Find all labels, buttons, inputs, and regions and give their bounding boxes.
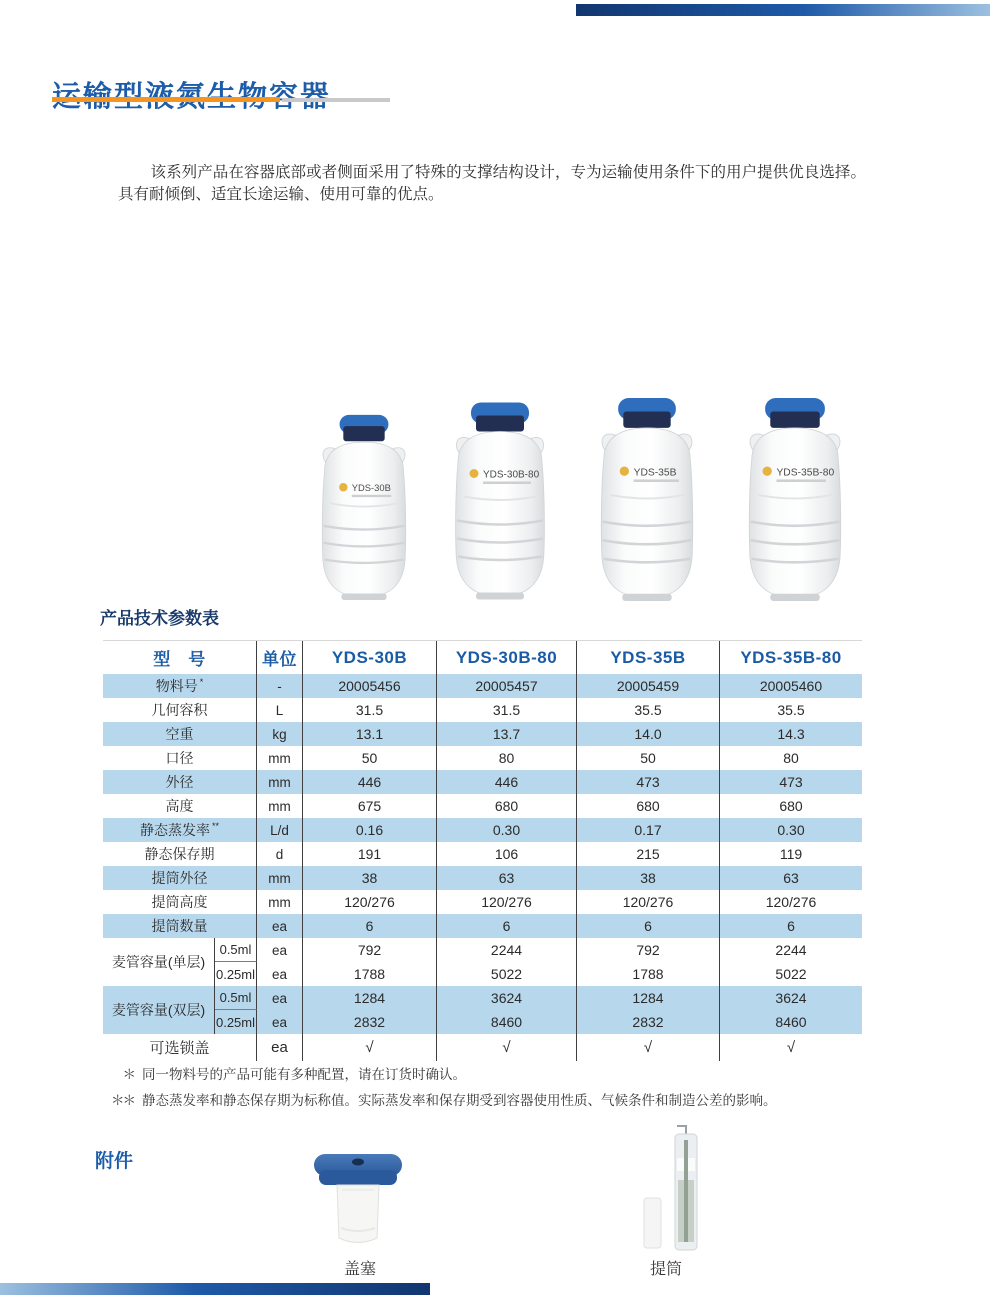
bottle-model-label: YDS-30B [351,482,391,494]
row-value: 8460 [437,1010,577,1034]
row-value: 120/276 [577,890,720,914]
brand-mark-icon [620,467,629,476]
row-value: 38 [303,866,437,890]
row-unit: L [257,698,303,722]
row-value: 1284 [303,986,437,1010]
model-header: YDS-30B-80 [437,641,577,674]
accessories-title: 附件 [95,1151,134,1172]
row-value: 0.30 [777,822,805,838]
row-unit: ea [257,938,303,962]
footnote [96,1092,896,1110]
brand-mark-icon [763,467,772,476]
row-value: 120/276 [303,890,437,914]
row-value: 106 [437,842,577,866]
row-value: 0.30 [437,818,577,842]
spec-row [103,722,862,746]
row-value: √ [303,1034,437,1061]
accessory-label-cap-plug: 盖塞 [343,1261,376,1278]
row-unit: ea [257,986,303,1010]
accessory-label-canister: 提筒 [649,1261,682,1278]
row-value: 63 [783,870,799,886]
row-value: 446 [303,770,437,794]
row-label: 物料号 * [103,674,257,698]
row-value: 2832 [577,1010,720,1034]
spec-header-row [103,641,862,674]
row-value: 20005457 [437,674,577,698]
product-image-yds-30b [300,413,428,601]
row-value: 120/276 [765,894,817,910]
row-value: 792 [577,938,720,962]
row-label: 口径 [103,746,257,770]
row-label: 高度 [103,794,257,818]
spec-table [103,640,862,1061]
row-label: 静态保存期 [103,842,257,866]
row-value: 31.5 [303,698,437,722]
row-value: 0.17 [577,818,720,842]
row-value: 13.1 [303,722,437,746]
title-underline-orange [52,97,280,102]
spec-row [103,818,862,842]
spec-group [103,938,862,986]
row-value: 5022 [437,962,577,986]
bottle-model-label: YDS-35B [633,467,677,479]
bottom-decor-bar [0,1283,430,1295]
row-value: 680 [779,798,803,814]
spec-row [103,794,862,818]
row-label: 提筒外径 [103,866,257,890]
row-value: √ [786,1039,796,1056]
row-value: 5022 [775,966,807,982]
canister-cup-icon [644,1198,661,1248]
row-value: 0.16 [303,818,437,842]
row-value: 473 [577,770,720,794]
footnote-mark: ＊ [122,1067,134,1082]
sub-row-label: 0.25ml [215,962,257,986]
footnote-text: 静态蒸发率和静态保存期为标称值。实际蒸发率和保存期受到容器使用性质、气候条件和制造公差的影响。 [142,1093,777,1108]
row-value: 191 [303,842,437,866]
row-unit: mm [257,746,303,770]
row-value: 215 [577,842,720,866]
spec-row [103,914,862,938]
spec-row [103,698,862,722]
row-value: 473 [779,774,803,790]
row-unit: ea [257,962,303,986]
row-value: 3624 [775,990,807,1006]
row-unit: ea [257,914,303,938]
model-header: YDS-35B [577,641,720,674]
footnote [96,1066,896,1084]
accessory-image-canister [630,1122,700,1263]
footnote-text: 同一物料号的产品可能有多种配置，请在订货时确认。 [142,1067,466,1082]
row-value: 1788 [303,962,437,986]
row-value: 6 [787,918,795,934]
product-image-yds-35b-80 [724,396,866,602]
row-value: √ [577,1034,720,1061]
sub-row-label: 0.5ml [215,986,257,1010]
brand-mark-icon [339,483,347,491]
row-value: 1788 [577,962,720,986]
row-value: 35.5 [577,698,720,722]
row-value: 50 [577,746,720,770]
row-value: 50 [303,746,437,770]
row-value: 120/276 [437,890,577,914]
row-unit: mm [257,770,303,794]
row-value: √ [437,1034,577,1061]
row-value: 680 [577,794,720,818]
row-value: 6 [303,914,437,938]
model-header: YDS-30B [303,641,437,674]
group-label: 麦管容量(单层) [103,938,215,986]
row-label: 几何容积 [103,698,257,722]
brand-mark-icon [470,469,479,478]
row-value: 80 [783,750,799,766]
row-value: 1284 [577,986,720,1010]
row-unit: L/d [257,818,303,842]
row-unit: ea [257,1010,303,1034]
row-value: 20005459 [577,674,720,698]
spec-row [103,746,862,770]
model-header: YDS-35B-80 [740,647,842,667]
sub-row-label: 0.25ml [215,1010,257,1034]
spec-row [103,890,862,914]
spec-row [103,770,862,794]
row-value: 680 [437,794,577,818]
row-value: 675 [303,794,437,818]
row-unit: - [257,674,303,698]
spec-row [103,866,862,890]
row-value: 2244 [437,938,577,962]
row-label: 空重 [103,722,257,746]
row-value: 8460 [775,1014,807,1030]
row-value: 38 [577,866,720,890]
row-value: 14.0 [577,722,720,746]
row-value: 6 [577,914,720,938]
sub-row-label: 0.5ml [215,938,257,962]
product-image-yds-30b-80 [434,400,566,601]
bottle-model-label: YDS-35B-80 [776,467,835,479]
row-value: 20005456 [303,674,437,698]
group-label: 麦管容量(双层) [103,986,215,1034]
row-value: 35.5 [777,702,805,718]
row-value: 80 [437,746,577,770]
footnotes [96,1066,896,1118]
spec-row [103,674,862,698]
row-unit: mm [257,866,303,890]
top-decor-bar [576,4,990,16]
row-value: 119 [779,846,803,862]
title-underline-gray [282,98,390,102]
page-title [52,74,331,115]
row-label: 提筒数量 [103,914,257,938]
row-value: 6 [437,914,577,938]
product-image-yds-35b [576,396,718,602]
row-value: 2244 [775,942,807,958]
row-value: 13.7 [437,722,577,746]
row-label: 提筒高度 [103,890,257,914]
row-unit: ea [257,1034,303,1061]
row-value: 20005460 [759,678,823,694]
unit-column-header: 单位 [257,641,303,674]
row-unit: kg [257,722,303,746]
spec-table-title: 产品技术参数表 [100,609,219,628]
row-label: 外径 [103,770,257,794]
model-column-header: 型 号 [103,641,257,674]
row-label: 可选锁盖 [103,1034,257,1061]
accessory-image-cap-plug [308,1148,408,1261]
row-value: 63 [437,866,577,890]
spec-group [103,986,862,1034]
intro-paragraph: 该系列产品在容器底部或者侧面采用了特殊的支撑结构设计，专为运输使用条件下的用户提供优良选择。具有耐倾倒、适宜长途运输、使用可靠的优点。 [118,164,866,203]
spec-row [103,842,862,866]
row-value: 792 [303,938,437,962]
row-unit: d [257,842,303,866]
footnote-mark: ＊＊ [111,1093,134,1108]
row-unit: mm [257,890,303,914]
row-unit: mm [257,794,303,818]
row-value: 3624 [437,986,577,1010]
row-value: 14.3 [777,726,805,742]
row-label: 静态蒸发率 ** [103,818,257,842]
spec-row [103,1034,862,1061]
bottle-model-label: YDS-30B-80 [483,469,540,481]
row-value: 446 [437,770,577,794]
row-value: 2832 [303,1010,437,1034]
row-value: 31.5 [437,698,577,722]
